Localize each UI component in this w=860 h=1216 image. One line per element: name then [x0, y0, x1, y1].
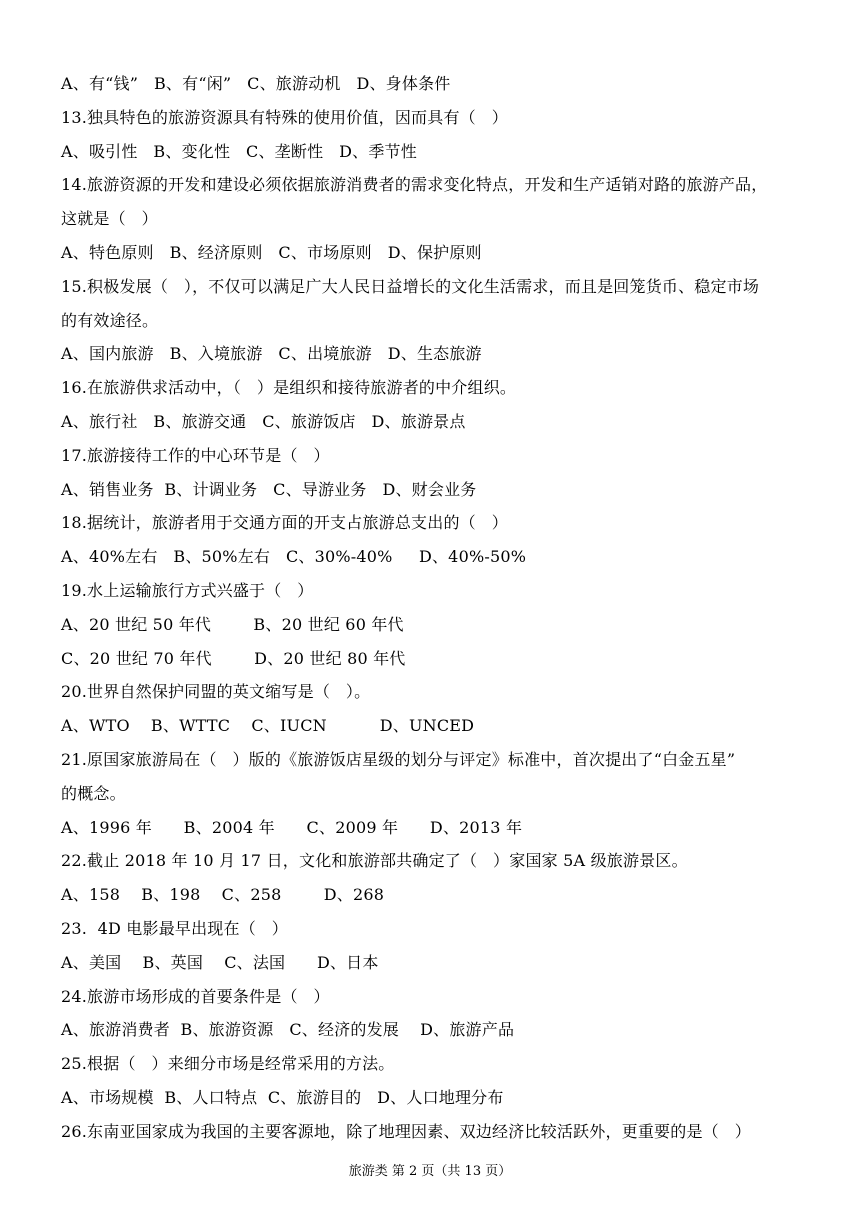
text-line: 的有效途径。 [61, 310, 159, 330]
text-line: 21.原国家旅游局在（ ）版的《旅游饭店星级的划分与评定》标准中，首次提出了“白金五星” [61, 749, 736, 769]
text-line: A、市场规模 B、人口特点 C、旅游目的 D、人口地理分布 [61, 1087, 504, 1107]
text-line: C、20 世纪 70 年代 D、20 世纪 80 年代 [61, 648, 406, 668]
text-line: A、旅游消费者 B、旅游资源 C、经济的发展 D、旅游产品 [61, 1020, 515, 1040]
text-line: A、158 B、198 C、258 D、268 [61, 885, 385, 905]
text-line: 18.据统计，旅游者用于交通方面的开支占旅游总支出的（ ） [61, 513, 508, 533]
text-line: 20.世界自然保护同盟的英文缩写是（ ）。 [61, 682, 371, 702]
text-line: 这就是（ ） [61, 209, 158, 229]
text-line: A、有“钱” B、有“闲” C、旅游动机 D、身体条件 [61, 74, 451, 93]
text-line: 25.根据（ ）来细分市场是经常采用的方法。 [61, 1054, 395, 1074]
text-line: 26.东南亚国家成为我国的主要客源地，除了地理因素、双边经济比较活跃外，更重要的是（ ） [61, 1121, 751, 1141]
text-line: A、40%左右 B、50%左右 C、30%-40% D、40%-50% [61, 547, 527, 567]
text-line: 15.积极发展（ ），不仅可以满足广大人民日益增长的文化生活需求，而且是回笼货币、稳定市场 [61, 276, 760, 296]
text-line: 22.截止 2018 年 10 月 17 日，文化和旅游部共确定了（ ）家国家 5A 级旅游景区。 [61, 851, 688, 871]
text-line: 19.水上运输旅行方式兴盛于（ ） [61, 580, 314, 600]
text-line: 17.旅游接待工作的中心环节是（ ） [61, 445, 330, 465]
text-line: 14.旅游资源的开发和建设必须依据旅游消费者的需求变化特点，开发和生产适销对路的旅游产品， [61, 175, 768, 195]
text-line: 24.旅游市场形成的首要条件是（ ） [61, 986, 330, 1006]
text-line: A、美国 B、英国 C、法国 D、日本 [61, 952, 379, 972]
text-line: 13.独具特色的旅游资源具有特殊的使用价值，因而具有（ ） [61, 107, 508, 127]
question-content [61, 67, 807, 1149]
text-line: A、国内旅游 B、入境旅游 C、出境旅游 D、生态旅游 [61, 344, 482, 364]
page-footer: 旅游类 第 2 页（共 13 页） [348, 1164, 512, 1179]
text-line: A、WTO B、WTTC C、IUCN D、UNCED [61, 716, 475, 736]
text-line: 的概念。 [61, 783, 126, 803]
text-line: 16.在旅游供求活动中，（ ）是组织和接待旅游者的中介组织。 [61, 378, 517, 398]
text-line: A、销售业务 B、计调业务 C、导游业务 D、财会业务 [61, 479, 477, 499]
text-line: 23. 4D 电影最早出现在（ ） [61, 918, 288, 938]
text-line: A、20 世纪 50 年代 B、20 世纪 60 年代 [61, 614, 404, 634]
text-line: A、特色原则 B、经济原则 C、市场原则 D、保护原则 [61, 242, 482, 262]
text-line: A、旅行社 B、旅游交通 C、旅游饭店 D、旅游景点 [61, 411, 466, 431]
text-line: A、吸引性 B、变化性 C、垄断性 D、季节性 [61, 141, 417, 161]
text-line: A、1996 年 B、2004 年 C、2009 年 D、2013 年 [61, 817, 523, 837]
